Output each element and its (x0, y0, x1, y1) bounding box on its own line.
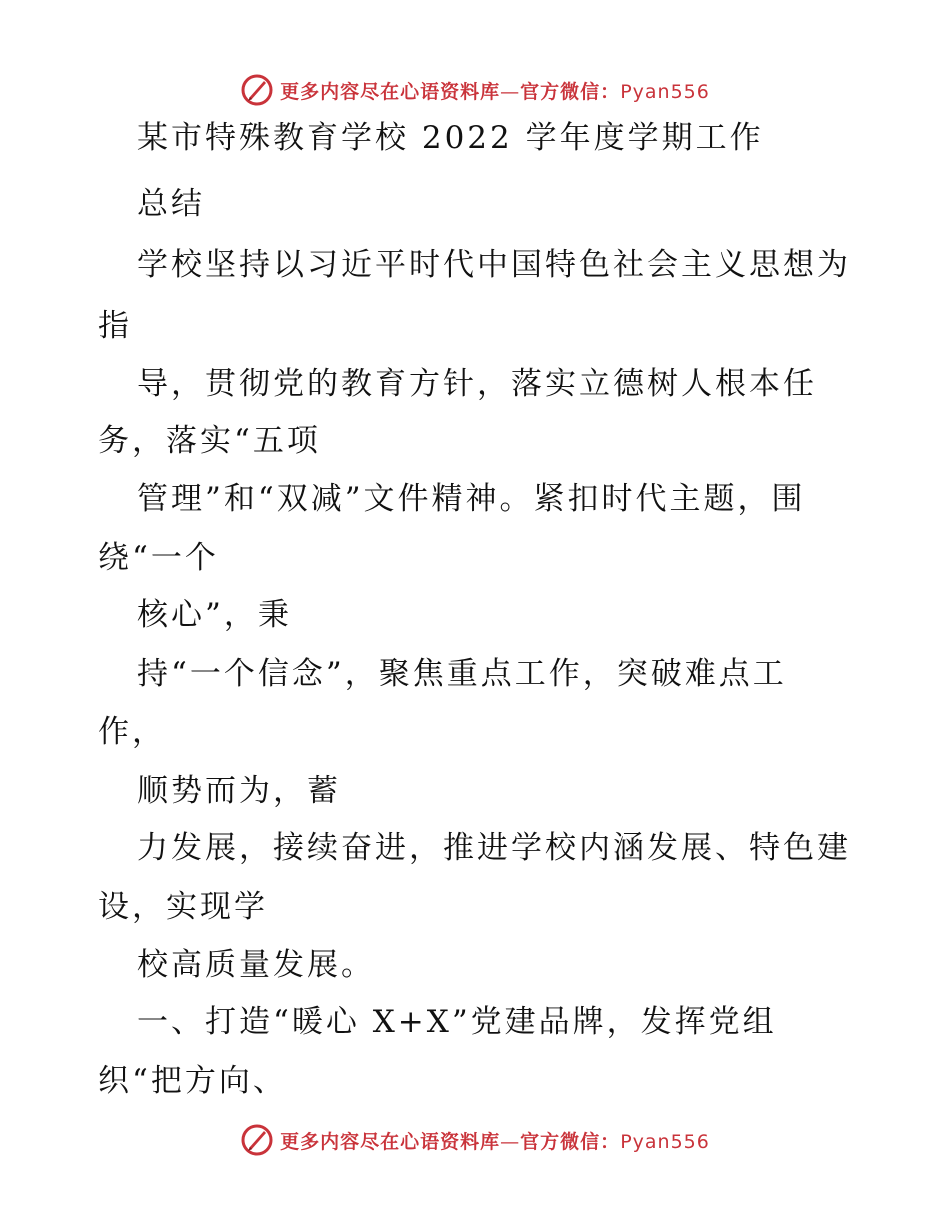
watermark-text (280, 77, 710, 104)
text-line: 核心”，秉 (137, 597, 292, 633)
text-line: 设，实现学 (98, 889, 268, 925)
text-line: 持“一个信念”，聚焦重点工作，突破难点工 (137, 656, 787, 692)
watermark-id: Pyan556 (620, 1130, 710, 1153)
text-line: 导，贯彻党的教育方针，落实立德树人根本任 (137, 366, 817, 402)
text-line: 校高质量发展。 (137, 947, 375, 983)
watermark-main: 更多内容尽在心语资料库 (280, 1130, 501, 1153)
watermark-sub: 官方微信： (520, 1130, 621, 1153)
watermark-text (280, 1127, 710, 1154)
text-line: 织“把方向、 (98, 1063, 287, 1099)
document-title-line-1: 某市特殊教育学校 2022 学年度学期工作 (137, 120, 764, 156)
text-line: 力发展，接续奋进，推进学校内涵发展、特色建 (137, 830, 851, 866)
text-line: 顺势而为，蓄 (137, 773, 341, 809)
text-line: 学校坚持以习近平时代中国特色社会主义思想为 (137, 247, 851, 283)
watermark-header (0, 70, 950, 110)
document-title-line-2: 总结 (137, 186, 205, 222)
text-line: 务，落实“五项 (98, 423, 321, 459)
text-line: 作， (98, 714, 166, 750)
section-heading-line: 一、打造“暖心 X+X”党建品牌，发挥党组 (137, 1004, 777, 1040)
watermark-id: Pyan556 (620, 80, 710, 103)
quill-logo-icon (240, 1123, 274, 1157)
watermark-dash: — (500, 1130, 521, 1153)
text-line: 绕“一个 (98, 540, 219, 576)
text-line: 指 (98, 308, 132, 344)
watermark-dash: — (500, 80, 521, 103)
watermark-main: 更多内容尽在心语资料库 (280, 80, 501, 103)
watermark-footer (0, 1120, 950, 1160)
quill-logo-icon (240, 73, 274, 107)
text-line: 管理”和“双减”文件精神。紧扣时代主题，围 (137, 481, 806, 517)
watermark-sub: 官方微信： (520, 80, 621, 103)
